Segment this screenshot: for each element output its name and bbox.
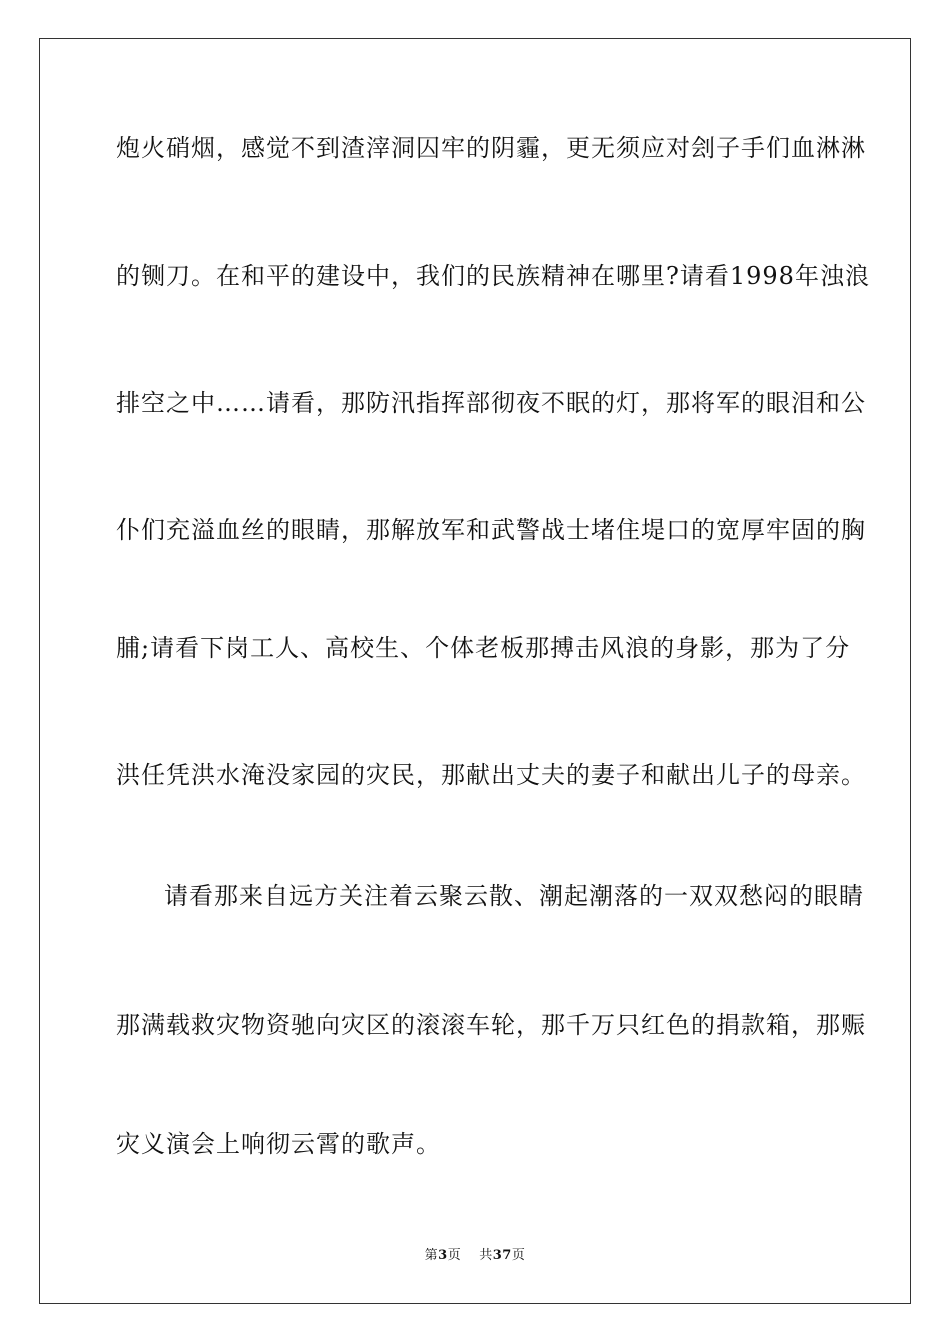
page-footer: [0, 1248, 950, 1264]
footer-page-total: 37: [492, 1248, 512, 1263]
body-line-9: 灾义演会上响彻云霄的歌声。: [116, 1130, 441, 1158]
body-line-5: 脯;请看下岗工人、高校生、个体老板那搏击风浪的身影，那为了分: [116, 634, 851, 662]
footer-total-prefix: 共: [479, 1248, 493, 1263]
footer-page-suffix: 页: [447, 1248, 462, 1263]
body-line-7-paragraph-start: 请看那来自远方关注着云聚云散、潮起潮落的一双双愁闷的眼睛: [164, 882, 864, 910]
body-line-6: 洪任凭洪水淹没家园的灾民，那献出丈夫的妻子和献出儿子的母亲。: [116, 761, 866, 789]
body-line-8: 那满载救灾物资驰向灾区的滚滚车轮，那千万只红色的捐款箱，那赈: [116, 1011, 866, 1039]
page-border: [39, 38, 911, 1304]
body-line-2: 的铡刀。在和平的建设中，我们的民族精神在哪里?请看1998年浊浪: [116, 262, 870, 290]
body-line-1: 炮火硝烟，感觉不到渣滓洞囚牢的阴霾，更无须应对刽子手们血淋淋: [116, 134, 866, 162]
body-line-3: 排空之中……请看，那防汛指挥部彻夜不眠的灯，那将军的眼泪和公: [116, 389, 866, 417]
footer-total-suffix: 页: [511, 1248, 526, 1263]
body-line-4: 仆们充溢血丝的眼睛，那解放军和武警战士堵住堤口的宽厚牢固的胸: [116, 516, 866, 544]
footer-page-current: 3: [438, 1248, 448, 1263]
footer-page-prefix: 第: [424, 1248, 439, 1263]
